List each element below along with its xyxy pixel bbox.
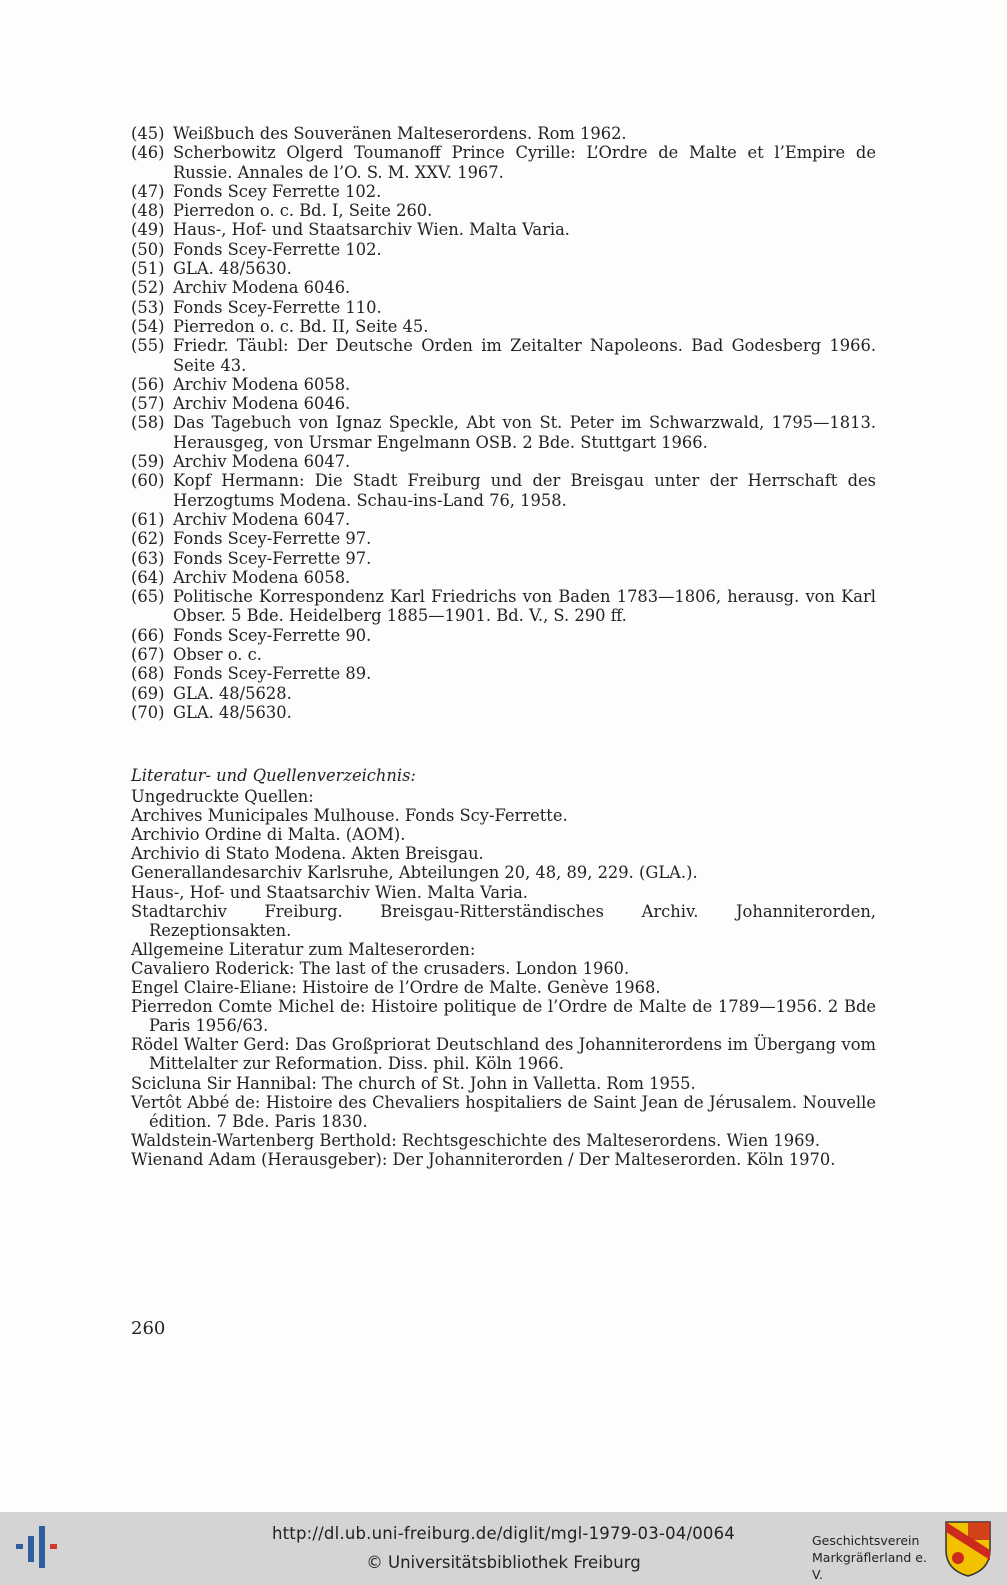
footnote-item — [131, 684, 876, 703]
bibliography-entry: Pierredon Comte Michel de: Histoire politique de l’Ordre de Malte de 1789—1956. 2 Bde Paris 1956/63. — [131, 997, 876, 1036]
footnote-number: (57) — [131, 394, 165, 414]
bibliography-entry: Ungedruckte Quellen: — [131, 787, 314, 807]
bibliography-entry: Wienand Adam (Herausgeber): Der Johanniterorden / Der Malteserorden. Köln 1970. — [131, 1149, 836, 1169]
footnote-text: GLA. 48/5630. — [173, 259, 292, 279]
footnote-item — [131, 201, 876, 220]
footnote-number: (69) — [131, 683, 165, 703]
footnote-number: (51) — [131, 259, 165, 279]
bibliography-heading: Literatur- und Quellenverzeichnis: — [131, 766, 416, 785]
footnote-item — [131, 298, 876, 317]
footnote-number: (63) — [131, 548, 165, 568]
footnote-item — [131, 452, 876, 471]
bibliography-entry: Scicluna Sir Hannibal: The church of St. John in Valletta. Rom 1955. — [131, 1073, 696, 1093]
bibliography-entry: Archives Municipales Mulhouse. Fonds Scy-Ferrette. — [131, 806, 568, 826]
footnote-number: (54) — [131, 316, 165, 336]
bibliography-entries — [131, 787, 876, 1169]
footnote-text: Pierredon o. c. Bd. I, Seite 260. — [173, 201, 433, 221]
document-url[interactable]: http://dl.ub.uni-freiburg.de/diglit/mgl-1979-03-04/0064 — [271, 1524, 736, 1543]
footnote-item — [131, 220, 876, 239]
bibliography-entry: Stadtarchiv Freiburg. Breisgau-Ritterständisches Archiv. Johanniterorden, Rezeptionsakten. — [131, 901, 876, 940]
bibliography-entry: Archivio Ordine di Malta. (AOM). — [131, 825, 406, 845]
society-name-line2: Markgräflerland e. V. — [812, 1550, 927, 1582]
footnote-item — [131, 317, 876, 336]
bibliography-entry: Allgemeine Literatur zum Malteserorden: — [131, 939, 476, 959]
footnote-item — [131, 143, 876, 182]
page-number: 260 — [131, 1318, 166, 1339]
copyright-text: © Universitätsbibliothek Freiburg — [366, 1553, 641, 1572]
footnote-number: (55) — [131, 336, 165, 356]
coat-of-arms-icon — [944, 1520, 992, 1578]
footnote-text: Archiv Modena 6047. — [173, 452, 351, 472]
footnote-number: (46) — [131, 143, 165, 163]
footnote-number: (66) — [131, 625, 165, 645]
footnote-text: Friedr. Täubl: Der Deutsche Orden im Zeitalter Napoleons. Bad Godesberg 1966. Seite 43. — [173, 336, 876, 375]
bibliography-entry: Haus-, Hof- und Staatsarchiv Wien. Malta Varia. — [131, 882, 528, 902]
footnote-number: (68) — [131, 664, 165, 684]
footnote-item — [131, 413, 876, 452]
footnote-text: Fonds Scey Ferrette 102. — [173, 181, 382, 201]
footnote-text: Archiv Modena 6046. — [173, 278, 351, 298]
footnote-item — [131, 587, 876, 626]
footnote-number: (58) — [131, 413, 165, 433]
footnote-number: (49) — [131, 220, 165, 240]
bibliography-entry: Waldstein-Wartenberg Berthold: Rechtsgeschichte des Malteserordens. Wien 1969. — [131, 1130, 821, 1150]
footnote-text: Fonds Scey-Ferrette 97. — [173, 529, 372, 549]
footnote-text: Kopf Hermann: Die Stadt Freiburg und der Breisgau unter der Herrschaft des Herzogtums Modena. Schau-ins-Land 76, 1958. — [173, 471, 876, 510]
footnote-number: (62) — [131, 529, 165, 549]
footnote-item — [131, 529, 876, 548]
footnotes-list — [131, 124, 876, 722]
footnote-item — [131, 549, 876, 568]
footnote-text: Das Tagebuch von Ignaz Speckle, Abt von St. Peter im Schwarzwald, 1795—1813. Herausgeg, von Ursmar Engelmann OSB. 2 Bde. Stuttgart 1966. — [173, 413, 876, 452]
bibliography — [131, 766, 876, 1169]
society-name-line1: Geschichtsverein — [812, 1533, 920, 1548]
footnote-item — [131, 240, 876, 259]
footnote-number: (45) — [131, 124, 165, 143]
footnote-item — [131, 703, 876, 722]
footnote-text: Archiv Modena 6058. — [173, 567, 351, 587]
footnote-text: Scherbowitz Olgerd Toumanoff Prince Cyrille: L’Ordre de Malte et l’Empire de Russie. Annales de l’O. S. M. XXV. 1967. — [173, 143, 876, 182]
footnote-text: Fonds Scey-Ferrette 110. — [173, 297, 382, 317]
footnote-number: (50) — [131, 239, 165, 259]
footnote-item — [131, 278, 876, 297]
footnote-item — [131, 336, 876, 375]
footnote-text: Haus-, Hof- und Staatsarchiv Wien. Malta Varia. — [173, 220, 570, 240]
footnote-number: (52) — [131, 278, 165, 298]
footnote-number: (59) — [131, 452, 165, 472]
footnote-item — [131, 626, 876, 645]
footnote-text: Archiv Modena 6058. — [173, 374, 351, 394]
footnote-text: Fonds Scey-Ferrette 89. — [173, 664, 372, 684]
footnote-item — [131, 182, 876, 201]
footnote-item — [131, 664, 876, 683]
footnote-text: Weißbuch des Souveränen Malteserordens. Rom 1962. — [173, 124, 627, 143]
footnote-item — [131, 510, 876, 529]
footnote-text: Obser o. c. — [173, 645, 262, 665]
footnote-text: Archiv Modena 6047. — [173, 509, 351, 529]
bibliography-entry: Engel Claire-Eliane: Histoire de l’Ordre de Malte. Genève 1968. — [131, 978, 661, 998]
bibliography-entry: Vertôt Abbé de: Histoire des Chevaliers hospitaliers de Saint Jean de Jérusalem. Nouvelle édition. 7 Bde. Paris 1830. — [131, 1092, 876, 1131]
footnote-text: Fonds Scey-Ferrette 90. — [173, 625, 372, 645]
footnote-item — [131, 645, 876, 664]
footnote-text: Fonds Scey-Ferrette 97. — [173, 548, 372, 568]
footnote-item — [131, 394, 876, 413]
bibliography-entry: Rödel Walter Gerd: Das Großpriorat Deutschland des Johanniterordens im Übergang vom Mittelalter zur Reformation. Diss. phil. Köln 1966. — [131, 1035, 876, 1074]
footnote-number: (60) — [131, 471, 165, 491]
society-name — [812, 1532, 937, 1583]
bibliography-entry: Generallandesarchiv Karlsruhe, Abteilungen 20, 48, 89, 229. (GLA.). — [131, 863, 698, 883]
footnote-text: Archiv Modena 6046. — [173, 394, 351, 414]
footnote-number: (56) — [131, 374, 165, 394]
footnote-item — [131, 471, 876, 510]
footnote-item — [131, 124, 876, 143]
footnote-text: Pierredon o. c. Bd. II, Seite 45. — [173, 316, 429, 336]
footnote-number: (61) — [131, 509, 165, 529]
bibliography-entry: Cavaliero Roderick: The last of the crusaders. London 1960. — [131, 958, 630, 978]
footnote-number: (48) — [131, 201, 165, 221]
footnote-number: (70) — [131, 702, 165, 722]
footnote-text: GLA. 48/5628. — [173, 683, 292, 703]
footnote-number: (53) — [131, 297, 165, 317]
footnote-number: (65) — [131, 587, 165, 607]
footnote-number: (67) — [131, 645, 165, 665]
footnote-item — [131, 568, 876, 587]
footnote-item — [131, 375, 876, 394]
footnote-number: (64) — [131, 567, 165, 587]
footnote-text: Fonds Scey-Ferrette 102. — [173, 239, 382, 259]
bibliography-entry: Archivio di Stato Modena. Akten Breisgau. — [131, 844, 484, 864]
footer-bar — [0, 1512, 1007, 1585]
footnote-item — [131, 259, 876, 278]
footnote-text: GLA. 48/5630. — [173, 702, 292, 722]
footnote-number: (47) — [131, 181, 165, 201]
footnote-text: Politische Korrespondenz Karl Friedrichs von Baden 1783—1806, herausg. von Karl Obser. 5 Bde. Heidelberg 1885—1901. Bd. V., S. 290 ff. — [173, 587, 876, 626]
